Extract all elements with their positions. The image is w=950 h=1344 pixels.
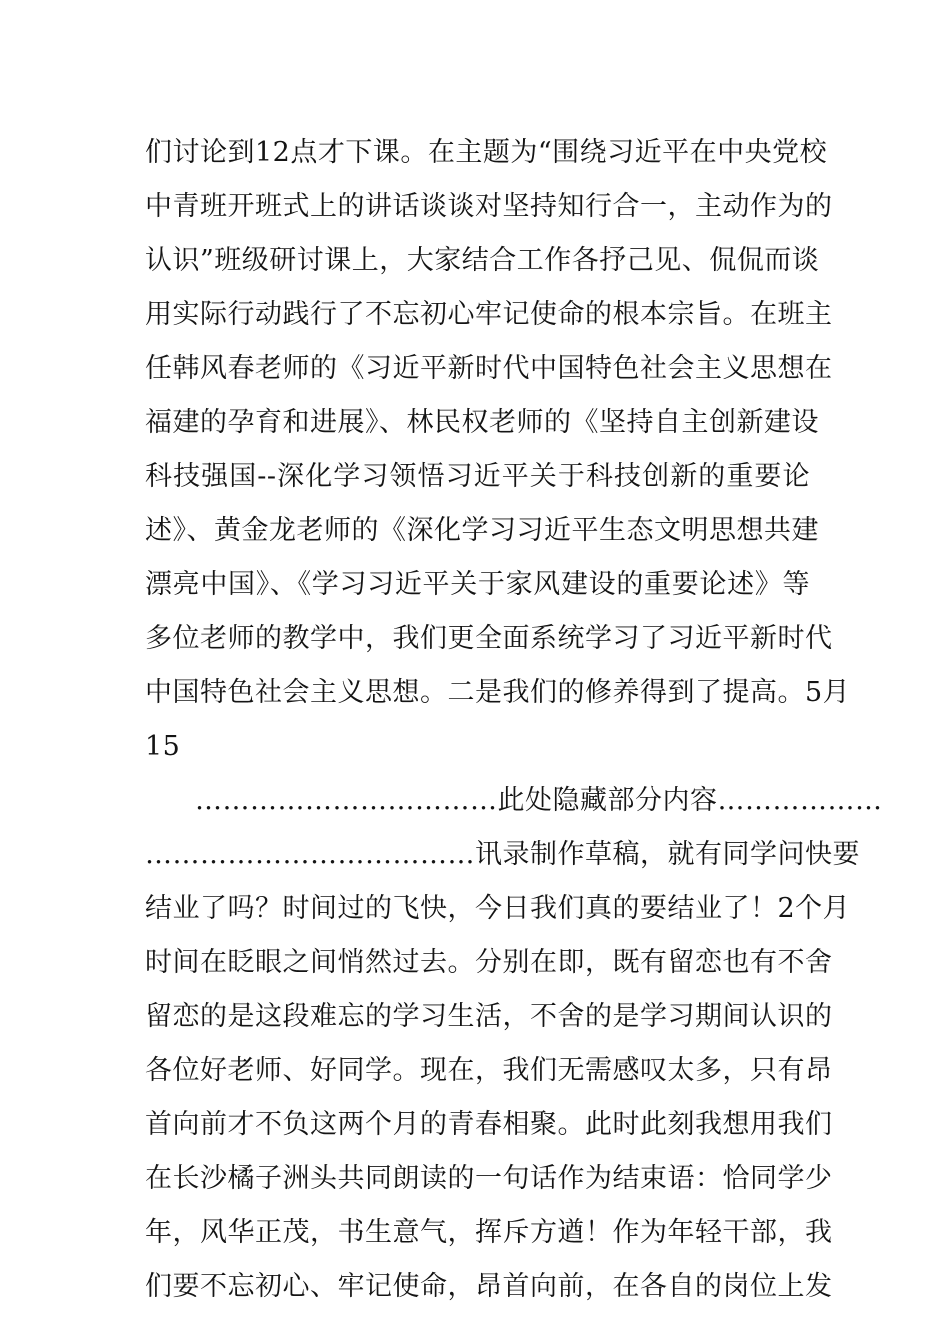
text-line: 述》、黄金龙老师的《深化学习习近平生态文明思想共建 bbox=[145, 515, 819, 546]
text-line: 们讨论到12点才下课。在主题为“围绕习近平在中央党校 bbox=[145, 137, 828, 168]
text-line: 中国特色社会主义思想。二是我们的修养得到了提高。5月 bbox=[145, 677, 851, 708]
text-line: 认识”班级研讨课上，大家结合工作各抒己见、侃侃而谈 bbox=[145, 245, 820, 276]
text-line: 漂亮中国》、《学习习近平关于家风建设的重要论述》等 bbox=[145, 569, 810, 600]
text-line: 时间在眨眼之间悄然过去。分别在即，既有留恋也有不舍 bbox=[145, 947, 833, 978]
text-line: 多位老师的教学中，我们更全面系统学习了习近平新时代 bbox=[145, 623, 833, 654]
text-line: 年，风华正茂，书生意气，挥斥方遒！作为年轻干部，我 bbox=[145, 1217, 833, 1248]
text-line: 科技强国--深化学习领悟习近平关于科技创新的重要论 bbox=[145, 461, 810, 492]
text-line: 首向前才不负这两个月的青春相聚。此时此刻我想用我们 bbox=[145, 1109, 833, 1140]
text-line: 15 bbox=[145, 731, 181, 762]
text-line: 用实际行动践行了不忘初心牢记使命的根本宗旨。在班主 bbox=[145, 299, 833, 330]
text-line: 在长沙橘子洲头共同朗读的一句话作为结束语：恰同学少 bbox=[145, 1163, 833, 1194]
text-line: 结业了吗？时间过的飞快，今日我们真的要结业了！2个月 bbox=[145, 893, 851, 924]
text-line: 各位好老师、好同学。现在，我们无需感叹太多，只有昂 bbox=[145, 1055, 833, 1086]
text-line: 们要不忘初心、牢记使命，昂首向前，在各自的岗位上发 bbox=[145, 1271, 833, 1302]
text-line: 福建的孕育和进展》、林民权老师的《坚持自主创新建设 bbox=[145, 407, 819, 438]
text-line: ………………………………讯录制作草稿，就有同学问快要 bbox=[145, 839, 860, 870]
hidden-content-notice: ……………………………此处隐藏部分内容……………… bbox=[195, 785, 883, 816]
text-line: 中青班开班式上的讲话谈谈对坚持知行合一，主动作为的 bbox=[145, 191, 833, 222]
text-line: 任韩风春老师的《习近平新时代中国特色社会主义思想在 bbox=[145, 353, 833, 384]
text-line: 留恋的是这段难忘的学习生活，不舍的是学习期间认识的 bbox=[145, 1001, 833, 1032]
